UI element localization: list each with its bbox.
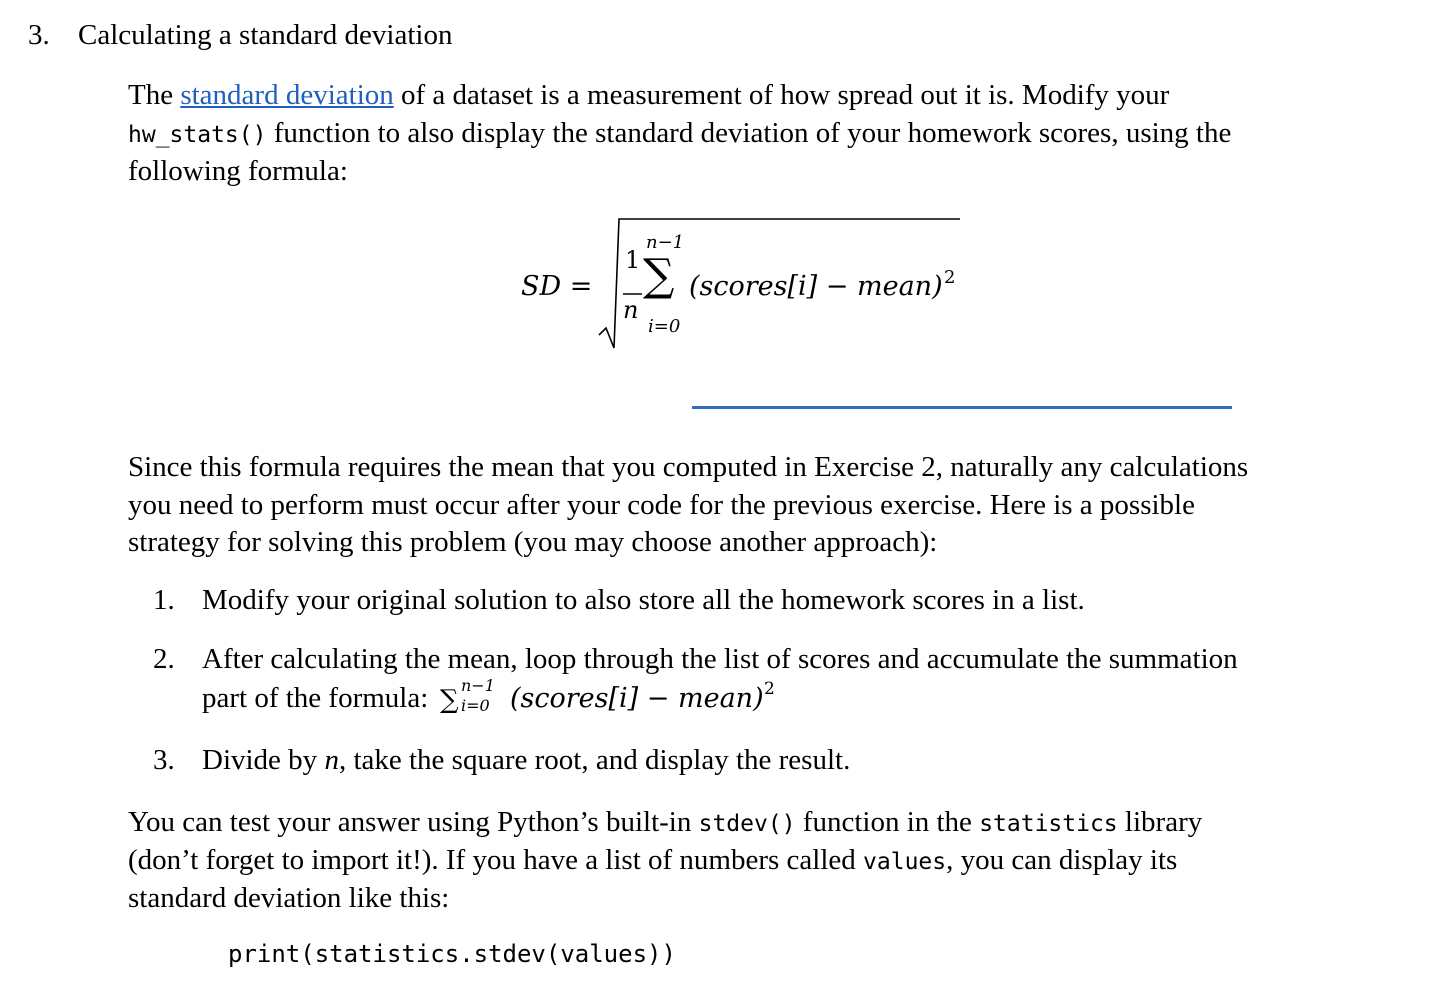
formula-lhs: SD = — [521, 271, 593, 302]
para3-l1b: function in the — [795, 806, 980, 838]
intro-line-3: following formula: — [128, 155, 348, 187]
step-2-text-line-2 — [202, 682, 428, 715]
code-sample: print(statistics.stdev(values)) — [228, 940, 676, 968]
code-values: values — [863, 849, 947, 875]
inline-lower: i=0 — [461, 696, 490, 715]
sigma-symbol: ∑ — [643, 250, 675, 301]
fraction-denominator: n — [623, 296, 639, 324]
para3-l2b: , you can display its — [946, 844, 1178, 876]
sqrt-sign — [0, 0, 1432, 400]
inline-sigma: ∑ — [440, 685, 459, 715]
intro-post-link: of a dataset is a measurement of how spread out it is. Modify your — [393, 79, 1170, 111]
para3-l2a: (don’t forget to import it!). If you have a list of numbers called — [128, 844, 864, 876]
intro-line2-rest: function to also display the standard deviation of your homework scores, using the — [266, 117, 1232, 149]
formula-exponent: 2 — [944, 267, 956, 288]
step-3-post: , take the square root, and display the result. — [338, 744, 851, 776]
para3-l1a: You can test your answer using Python’s built-in — [128, 806, 699, 838]
step-2-number: 2. — [153, 643, 175, 675]
code-hw-stats: hw_stats() — [128, 122, 267, 148]
standard-deviation-link[interactable]: standard deviation — [180, 79, 394, 111]
step-1-number: 1. — [153, 584, 175, 616]
code-statistics: statistics — [979, 811, 1118, 837]
para2-line-2: you need to perform must occur after your code for the previous exercise. Here is a possible — [128, 489, 1195, 521]
step-3-pre: Divide by — [202, 744, 325, 776]
inline-term: (scores[i] − mean) — [510, 683, 764, 714]
sum-upper-limit: n−1 — [646, 232, 685, 253]
inline-exponent: 2 — [764, 679, 775, 699]
step-3-number: 3. — [153, 744, 175, 776]
step-2-text: After calculating the mean, loop through the list of scores and accumulate the summation — [202, 643, 1238, 675]
step-2-text2: part of the formula: — [202, 682, 429, 714]
sd-formula — [0, 0, 1432, 400]
para3-line-3: standard deviation like this: — [128, 882, 450, 914]
intro-pre-link: The — [128, 79, 181, 111]
step-3-var: n — [324, 744, 339, 776]
section-title: Calculating a standard deviation — [78, 19, 453, 51]
sum-lower-limit: i=0 — [648, 316, 681, 337]
inline-upper: n−1 — [461, 676, 495, 695]
step-1-text: Modify your original solution to also store all the homework scores in a list. — [202, 584, 1085, 616]
code-stdev: stdev() — [698, 811, 796, 837]
para3-line-2 — [128, 841, 1177, 881]
para2-line-3: strategy for solving this problem (you may choose another approach): — [128, 526, 938, 558]
section-number: 3. — [28, 19, 50, 51]
para3-l1c: library — [1117, 806, 1203, 838]
para3-line-1 — [128, 803, 1202, 843]
para2-line-1: Since this formula requires the mean that you computed in Exercise 2, naturally any calculations — [128, 451, 1249, 483]
step-3-text — [202, 744, 850, 777]
horizontal-rule — [692, 406, 1232, 409]
inline-formula — [440, 676, 800, 726]
formula-term: (scores[i] − mean) — [689, 271, 943, 302]
fraction-numerator: 1 — [625, 246, 641, 274]
